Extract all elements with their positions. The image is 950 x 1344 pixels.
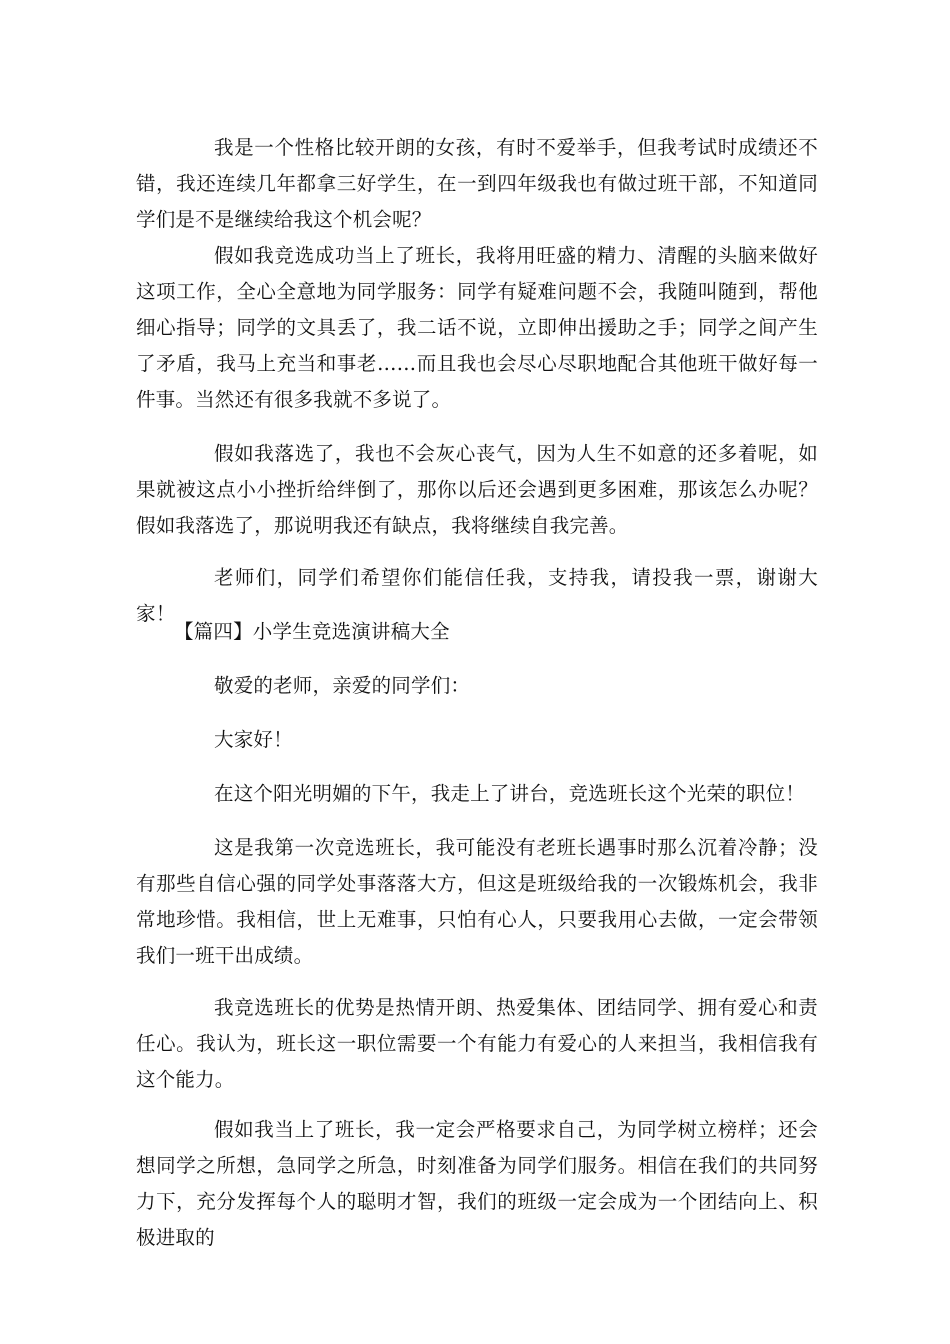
greeting: 大家好！ bbox=[214, 728, 293, 751]
paragraph-5: 在这个阳光明媚的下午，我走上了讲台，竞选班长这个光荣的职位！ bbox=[214, 782, 806, 805]
paragraph-3: 假如我落选了，我也不会灰心丧气，因为人生不如意的还多着呢，如果就被这点小小挫折给绊倒了，那你以后还会遇到更多困难，那该怎么办呢？假如我落选了，那说明我还有缺点，我将继续自我完善。 bbox=[136, 442, 818, 537]
paragraph-2: 假如我竞选成功当上了班长，我将用旺盛的精力、清醒的头脑来做好这项工作，全心全意地为同学服务：同学有疑难问题不会，我随叫随到，帮他细心指导；同学的文具丢了，我二话不说，立即伸出援助之手；同学之间产生了矛盾，我马上充当和事老……而且我也会尽心尽职地配合其他班干做好每一件事。当然还有很多我就不多说了。 bbox=[136, 244, 818, 411]
paragraph-4: 老师们，同学们希望你们能信任我，支持我，请投我一票，谢谢大家！ bbox=[136, 566, 818, 625]
paragraph-6: 这是我第一次竞选班长，我可能没有老班长遇事时那么沉着冷静；没有那些自信心强的同学处事落落大方，但这是班级给我的一次锻炼机会，我非常地珍惜。我相信，世上无难事，只怕有心人，只要我用心去做，一定会带领我们一班干出成绩。 bbox=[136, 836, 818, 967]
paragraph-8: 假如我当上了班长，我一定会严格要求自己，为同学树立榜样；还会想同学之所想，急同学之所急，时刻准备为同学们服务。相信在我们的共同努力下，充分发挥每个人的聪明才智，我们的班级一定会成为一个团结向上、积极进取的 bbox=[136, 1118, 818, 1249]
section-heading: 【篇四】小学生竞选演讲稿大全 bbox=[174, 620, 450, 643]
salutation: 敬爱的老师，亲爱的同学们： bbox=[214, 674, 471, 697]
paragraph-7: 我竞选班长的优势是热情开朗、热爱集体、团结同学、拥有爱心和责任心。我认为，班长这一职位需要一个有能力有爱心的人来担当，我相信我有这个能力。 bbox=[136, 996, 818, 1091]
paragraph-1: 我是一个性格比较开朗的女孩，有时不爱举手，但我考试时成绩还不错，我还连续几年都拿三好学生，在一到四年级我也有做过班干部，不知道同学们是不是继续给我这个机会呢？ bbox=[136, 136, 818, 231]
